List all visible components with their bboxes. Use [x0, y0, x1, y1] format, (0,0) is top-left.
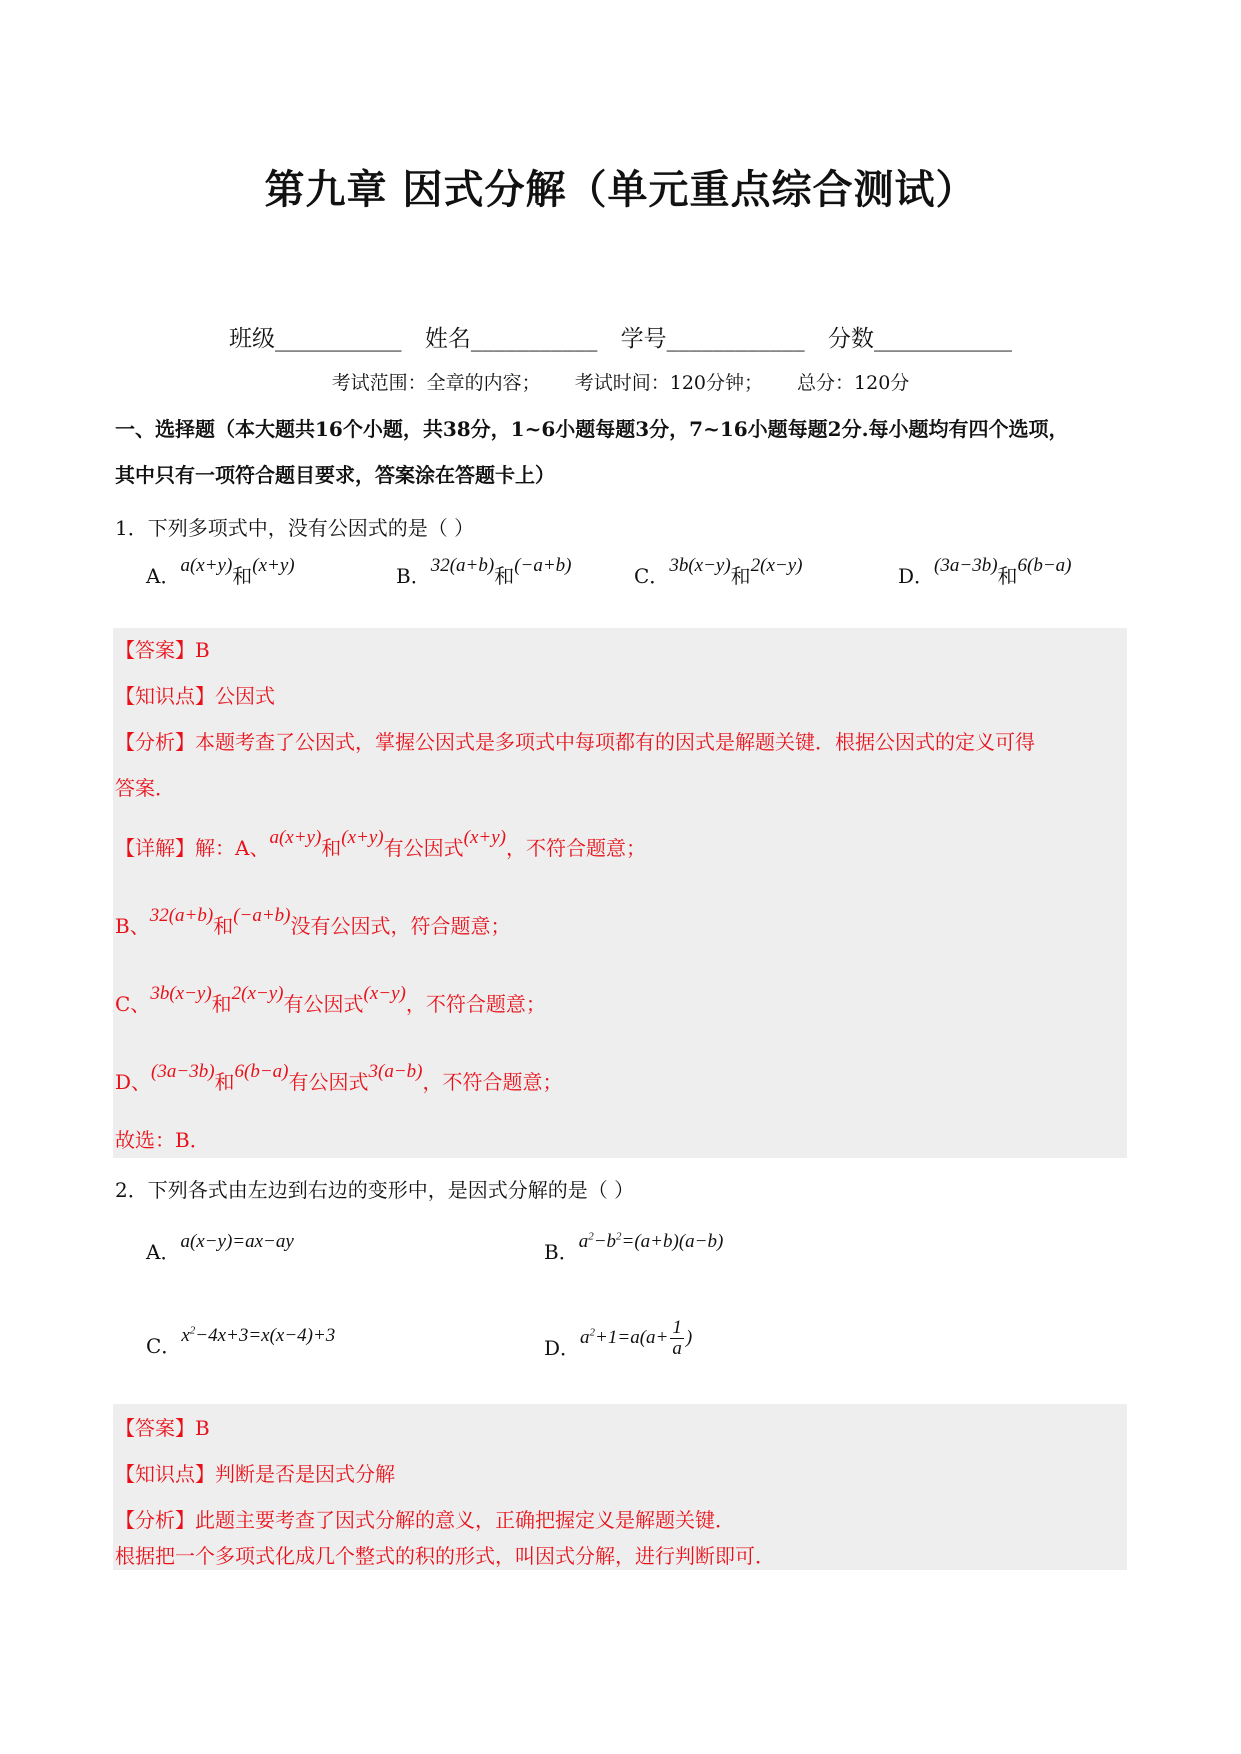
- q1-detail-d: D、(3a−3b)和6(b−a)有公因式3(a−b)，不符合题意；: [115, 1061, 563, 1094]
- page-title: 第九章 因式分解（单元重点综合测试）: [264, 167, 977, 213]
- exam-time: 考试时间：120分钟；: [574, 372, 763, 394]
- q2-analysis-cont: 根据把一个多项式化成几个整式的积的形式，叫因式分解，进行判断即可．: [115, 1544, 775, 1568]
- score-field[interactable]: 分数____________: [827, 326, 1012, 352]
- q2-option-b[interactable]: B．$a^2-b^2=(a+b)(a-b)$: [544, 1230, 724, 1264]
- student-info-row: [0, 320, 1241, 353]
- q1-solution-box: [113, 628, 1127, 1158]
- question-2-stem: 2．下列各式由左边到右边的变形中，是因式分解的是（ ）: [115, 1178, 635, 1202]
- class-field[interactable]: 班级___________: [229, 326, 402, 352]
- q1-analysis-cont: 答案．: [115, 776, 175, 800]
- name-field[interactable]: 姓名___________: [424, 326, 598, 352]
- student-id-field[interactable]: 学号____________: [620, 326, 805, 352]
- exam-info: [0, 368, 1241, 395]
- q2-solution-box: [113, 1404, 1127, 1570]
- section-heading-line1: 一、选择题（本大题共16个小题，共38分，1~6小题每题3分，7~16小题每题2分.每小题均有四个选项，: [115, 417, 1069, 441]
- q2-knowledge-point: 【知识点】判断是否是因式分解: [115, 1462, 395, 1486]
- q1-detail-b: B、32(a+b)和(−a+b)没有公因式，符合题意；: [115, 905, 511, 938]
- q1-answer: 【答案】B: [115, 638, 210, 662]
- q1-option-d[interactable]: D．(3a−3b)和6(b−a): [898, 555, 1072, 588]
- q1-detail-c: C、3b(x−y)和2(x−y)有公因式(x−y)，不符合题意；: [115, 983, 546, 1016]
- q1-detail-a: 【详解】解：A、a(x+y)和(x+y)有公因式(x+y)，不符合题意；: [115, 827, 646, 860]
- fraction: $\frac{1}{a}$: [672, 1317, 682, 1359]
- q1-knowledge-point: 【知识点】公因式: [115, 684, 275, 708]
- q2-answer: 【答案】B: [115, 1416, 210, 1440]
- q2-option-c[interactable]: C．$x^2-4x+3=x(x-4)+3$: [146, 1324, 336, 1358]
- exam-total: 总分：120分: [797, 372, 910, 394]
- q2-option-d[interactable]: D．$a^2+1=a(a+$ $\frac{1}{a}$ ): [544, 1317, 693, 1360]
- q2-option-a[interactable]: A．a(x−y)=ax−ay: [146, 1231, 294, 1264]
- section-heading: [115, 406, 1125, 498]
- q1-analysis: 【分析】本题考查了公因式，掌握公因式是多项式中每项都有的因式是解题关键．根据公因式的定义可得: [115, 730, 1035, 754]
- exam-scope: 考试范围：全章的内容；: [331, 372, 541, 394]
- section-heading-line2: 其中只有一项符合题目要求，答案涂在答题卡上）: [115, 463, 555, 487]
- q1-option-a[interactable]: A．a(x+y)和(x+y): [146, 555, 295, 588]
- question-1-stem: 1．下列多项式中，没有公因式的是（ ）: [115, 516, 475, 540]
- q1-option-c[interactable]: C．3b(x−y)和2(x−y): [634, 555, 803, 588]
- q2-analysis: 【分析】此题主要考查了因式分解的意义，正确把握定义是解题关键．: [115, 1508, 735, 1532]
- q1-option-b[interactable]: B．32(a+b)和(−a+b): [396, 555, 572, 588]
- q1-conclusion: 故选：B．: [115, 1128, 210, 1152]
